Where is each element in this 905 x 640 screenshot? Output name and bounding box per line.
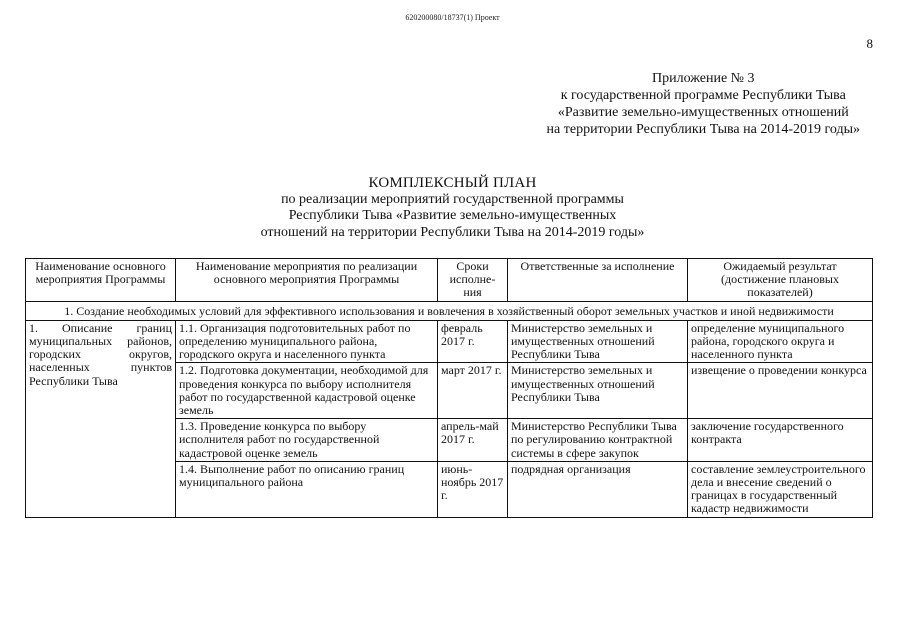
main-activity-cell: 1. Описание границ муниципальных районов, городских округов, населенных пунктов Республики Тыва (26, 320, 176, 517)
header-responsible: Ответственные за исполнение (508, 259, 688, 302)
term-cell: июнь-ноябрь 2017 г. (438, 461, 508, 517)
title-line-4: отношений на территории Республики Тыва на 2014-2019 годы» (260, 224, 645, 240)
result-cell: извещение о проведении конкурса (688, 363, 873, 419)
page-number: 8 (866, 36, 873, 51)
header-term: Сроки исполне-ния (438, 259, 508, 302)
appendix-line-2: к государственной программе Республики Тыва (560, 88, 846, 103)
section-title: 1. Создание необходимых условий для эффективного использования и вовлечения в хозяйственный оборот земельных участков и иной недвижимости (26, 301, 873, 320)
table-row (26, 320, 873, 363)
title-line-2: по реализации мероприятий государственной программы (281, 191, 624, 207)
document-title (0, 175, 905, 241)
title-main: КОМПЛЕКСНЫЙ ПЛАН (368, 175, 537, 191)
activity-cell: 1.2. Подготовка документации, необходимой для проведения конкурса по выбору исполнителя работ по государственной кадастровой оценке земель (176, 363, 438, 419)
activity-cell: 1.4. Выполнение работ по описанию границ муниципального района (176, 461, 438, 517)
responsible-cell: Министерство Республики Тыва по регулированию контрактной системы в сфере закупок (508, 419, 688, 462)
result-cell: заключение государственного контракта (688, 419, 873, 462)
responsible-cell: подрядная организация (508, 461, 688, 517)
term-cell: февраль 2017 г. (438, 320, 508, 363)
appendix-line-4: на территории Республики Тыва на 2014-2019 годы» (546, 122, 860, 137)
section-row (26, 301, 873, 320)
header-activity: Наименование мероприятия по реализации основного мероприятия Программы (176, 259, 438, 302)
term-cell: апрель-май 2017 г. (438, 419, 508, 462)
appendix-header (547, 70, 860, 138)
table-header-row (26, 259, 873, 302)
activity-cell: 1.3. Проведение конкурса по выбору исполнителя работ по государственной кадастровой оценке земель (176, 419, 438, 462)
responsible-cell: Министерство земельных и имущественных отношений Республики Тыва (508, 363, 688, 419)
header-result: Ожидаемый результат (достижение плановых показателей) (688, 259, 873, 302)
title-line-3: Республики Тыва «Развитие земельно-имущественных (288, 208, 617, 223)
responsible-cell: Министерство земельных и имущественных отношений Республики Тыва (508, 320, 688, 363)
term-cell: март 2017 г. (438, 363, 508, 419)
result-cell: составление землеустроительного дела и внесение сведений о границах в государственный кадастр недвижимости (688, 461, 873, 517)
result-cell: определение муниципального района, городского округа и населенного пункта (688, 320, 873, 363)
appendix-line-1: Приложение № 3 (652, 71, 755, 86)
appendix-line-3: «Развитие земельно-имущественных отношений (557, 105, 849, 120)
activity-cell: 1.1. Организация подготовительных работ по определению муниципального района, городского округа и населенного пункта (176, 320, 438, 363)
plan-table (25, 258, 873, 518)
document-code: 620200080/18737(1) Проект (405, 13, 500, 22)
header-main-activity: Наименование основного мероприятия Программы (26, 259, 176, 302)
